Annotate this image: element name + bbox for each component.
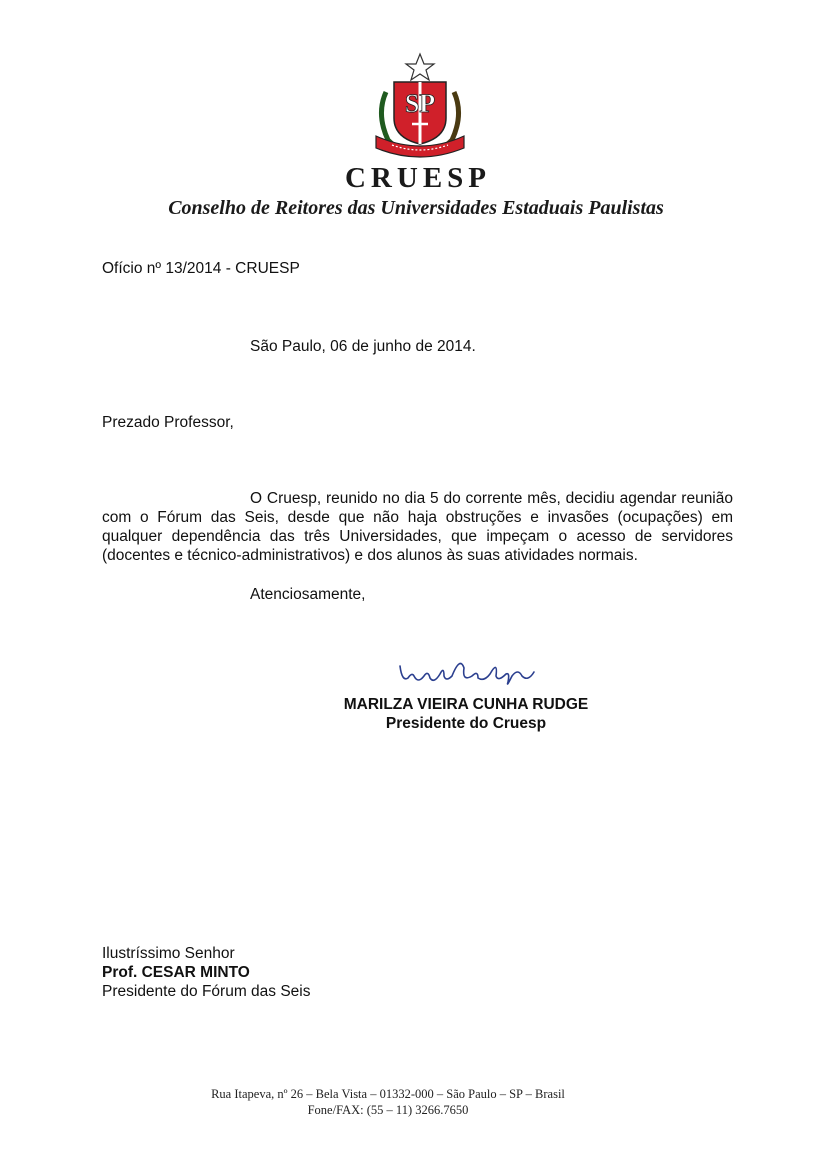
recipient-greeting: Ilustríssimo Senhor bbox=[102, 945, 235, 962]
handwritten-signature-icon bbox=[394, 652, 540, 688]
footer-phone: Fone/FAX: (55 – 11) 3266.7650 bbox=[307, 1103, 469, 1117]
letter-reference: Ofício nº 13/2014 - CRUESP bbox=[102, 260, 300, 277]
signer-title: Presidente do Cruesp bbox=[385, 715, 547, 732]
letter-body bbox=[102, 489, 733, 565]
org-name: CRUESP bbox=[344, 162, 491, 194]
footer-address: Rua Itapeva, nº 26 – Bela Vista – 01332-000 – São Paulo – SP – Brasil bbox=[211, 1087, 565, 1101]
recipient-name: Prof. CESAR MINTO bbox=[102, 964, 250, 981]
signer-name: MARILZA VIEIRA CUNHA RUDGE bbox=[343, 696, 589, 713]
emblem-letters: SP bbox=[404, 89, 436, 118]
org-full-name: Conselho de Reitores das Universidades Estaduais Paulistas bbox=[168, 197, 664, 219]
sao-paulo-coat-of-arms-icon bbox=[372, 52, 468, 162]
letter-body-text: O Cruesp, reunido no dia 5 do corrente mês, decidiu agendar reunião com o Fórum das Seis, desde que não haja obstruções e invasões (ocupações) em qualquer dependência das três Universidades, que impeçam o acesso de servidores (docentes e técnico-administrativos) e dos alunos às suas atividades normais. bbox=[102, 490, 733, 564]
letter-closing: Atenciosamente, bbox=[250, 586, 366, 603]
letter-salutation: Prezado Professor, bbox=[102, 414, 234, 431]
letter-date: São Paulo, 06 de junho de 2014. bbox=[250, 338, 476, 355]
recipient-role: Presidente do Fórum das Seis bbox=[102, 983, 311, 1000]
